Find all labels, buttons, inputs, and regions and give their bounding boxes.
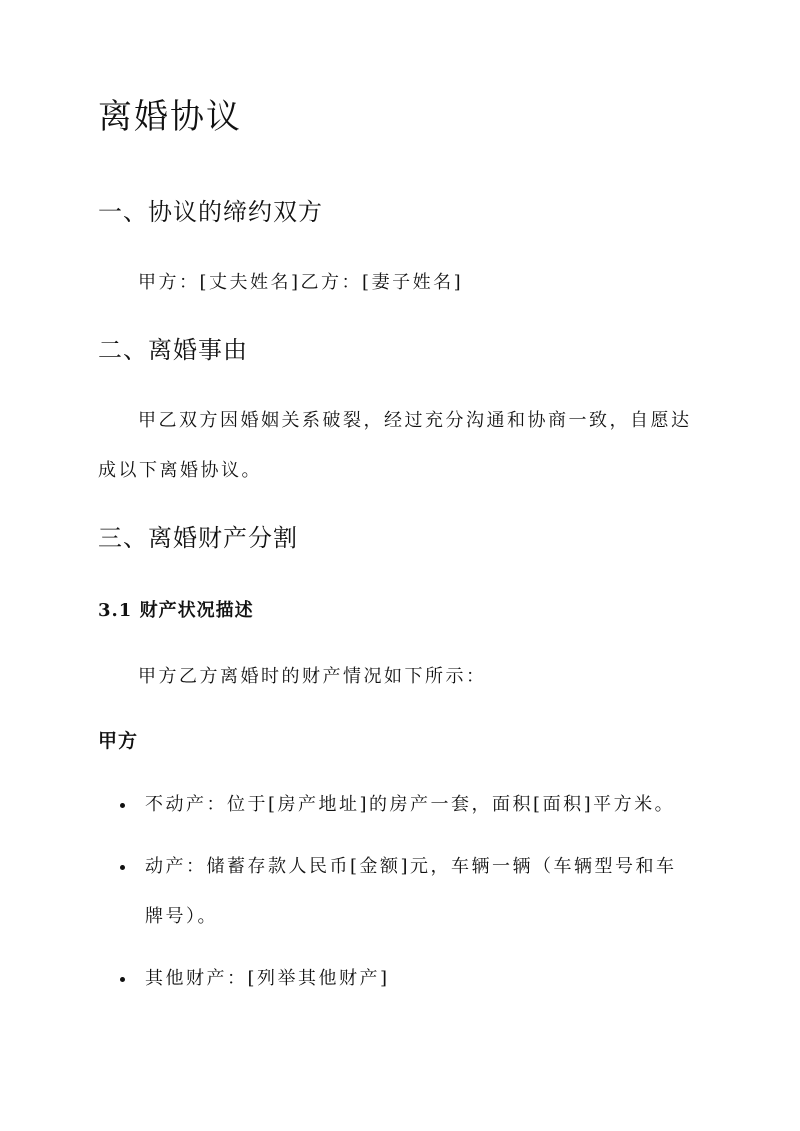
section-heading-reason: 二、离婚事由 bbox=[98, 336, 248, 364]
list-item-text: 不动产：位于[房产地址]的房产一套，面积[面积]平方米。 bbox=[145, 794, 676, 815]
party-label-jia: 甲方 bbox=[98, 730, 139, 752]
subsection-heading-property-status: 3.1 财产状况描述 bbox=[98, 600, 254, 621]
bullet-dot-icon bbox=[120, 803, 125, 808]
document-title: 离婚协议 bbox=[98, 97, 242, 137]
reason-paragraph-line2: 成以下离婚协议。 bbox=[98, 460, 262, 481]
bullet-dot-icon bbox=[120, 977, 125, 982]
parties-paragraph: 甲方：[丈夫姓名]乙方：[妻子姓名] bbox=[138, 272, 464, 293]
list-item-text: 动产：储蓄存款人民币[金额]元，车辆一辆（车辆型号和车 bbox=[145, 856, 677, 877]
list-item-text-continued: 牌号）。 bbox=[145, 906, 218, 927]
section-heading-parties: 一、协议的缔约双方 bbox=[98, 198, 323, 226]
list-item-text: 其他财产：[列举其他财产] bbox=[145, 968, 390, 989]
property-paragraph: 甲方乙方离婚时的财产情况如下所示： bbox=[138, 666, 487, 687]
bullet-dot-icon bbox=[120, 865, 125, 870]
section-heading-property: 三、离婚财产分割 bbox=[98, 524, 298, 552]
reason-paragraph-line1: 甲乙双方因婚姻关系破裂，经过充分沟通和协商一致，自愿达 bbox=[138, 410, 692, 431]
